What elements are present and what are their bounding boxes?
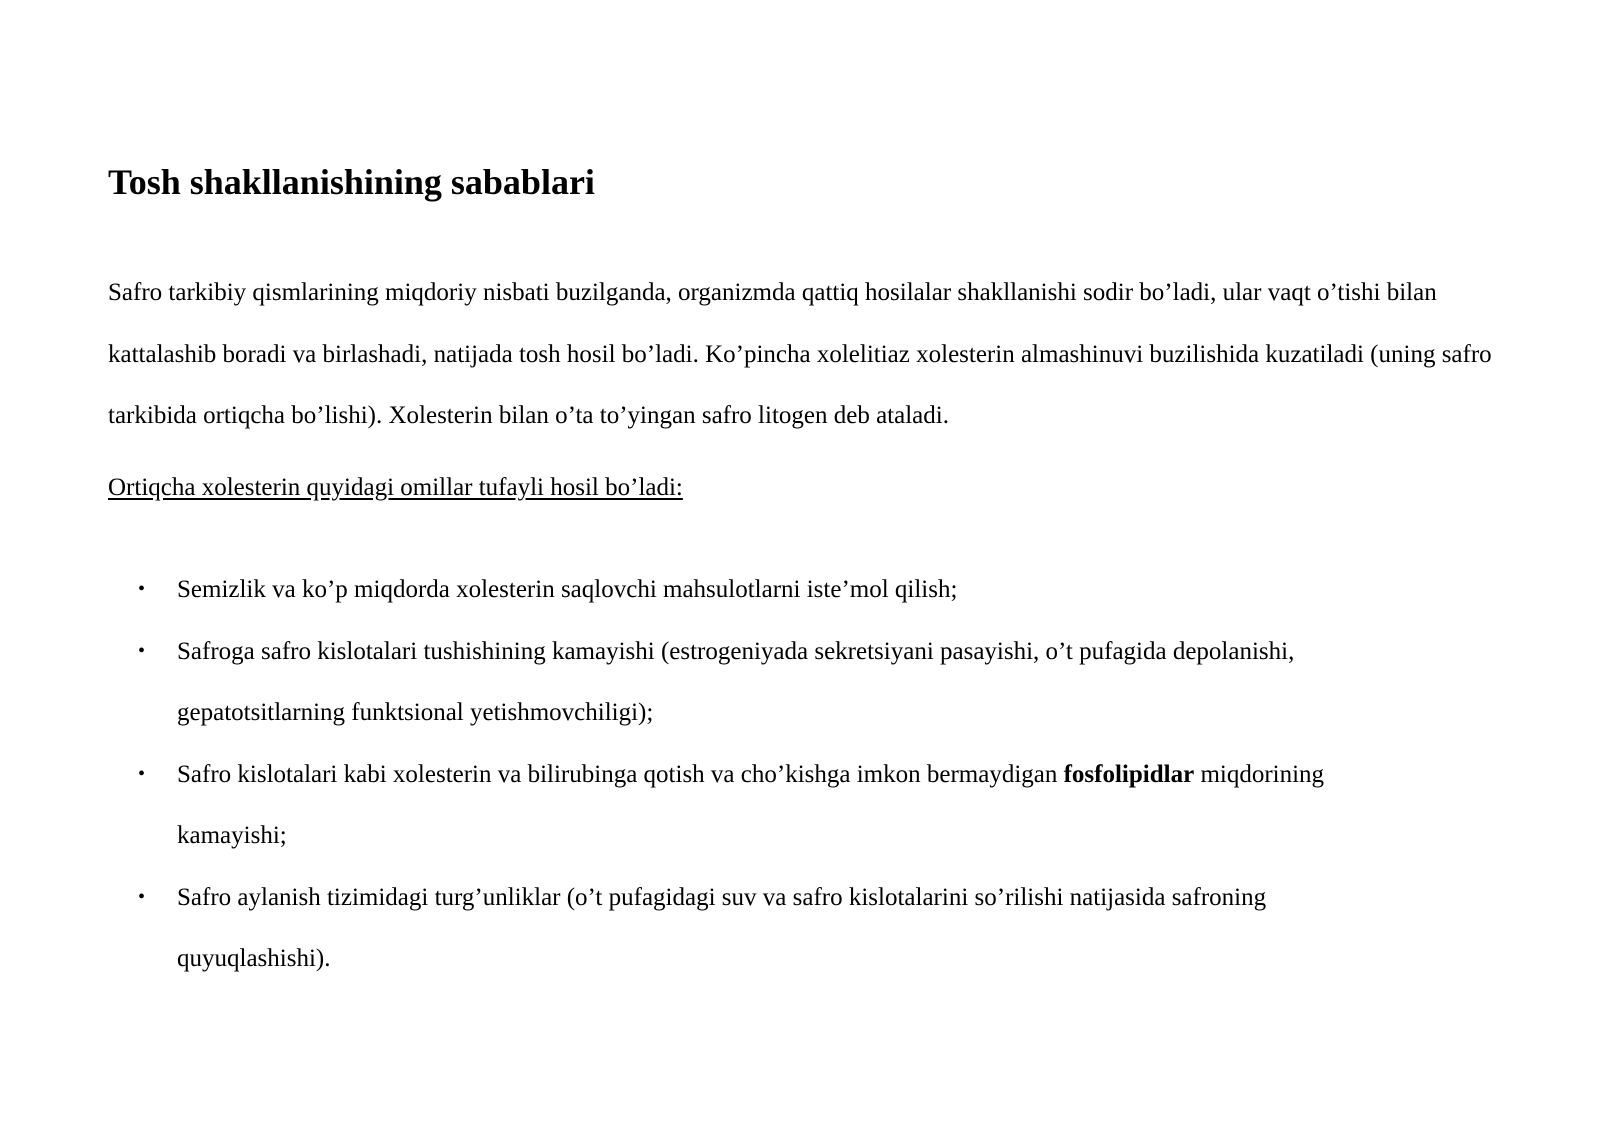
- causes-list: [0, 559, 1600, 990]
- bullet-icon: •: [138, 762, 146, 785]
- bullet-icon: •: [138, 885, 146, 908]
- list-item: [0, 559, 1392, 621]
- list-item-text: Safroga safro kislotalari tushishining kamayishi (estrogeniyada sekretsiyani pasayishi, o’t pufagida depolanishi, gepatotsitlarning funktsional yetishmovchiligi);: [177, 637, 1295, 726]
- list-item: [0, 867, 1392, 990]
- list-item-text-continued: miqdorining kamayishi;: [177, 760, 1325, 849]
- list-item: [0, 621, 1392, 744]
- intro-paragraph: Safro tarkibiy qismlarining miqdoriy nisbati buzilganda, organizmda qattiq hosilalar shakllanishi sodir bo’ladi, ular vaqt o’tishi bilan kattalashib boradi va birlashadi, natijada tosh hosil bo’ladi. Ko’pincha xolelitiaz xolesterin almashinuvi buzilishida kuzatiladi (uning safro tarkibida ortiqcha bo’lishi). Xolesterin bilan o’ta to’yingan safro litogen deb ataladi.: [108, 279, 1492, 429]
- bullet-icon: •: [138, 639, 146, 662]
- causes-subheading: Ortiqcha xolesterin quyidagi omillar tufayli hosil bo’ladi:: [108, 474, 683, 501]
- list-item-text: Safro kislotalari kabi xolesterin va bilirubinga qotish va cho’kishga imkon bermaydigan: [177, 760, 1064, 788]
- page-title: Tosh shakllanishining sabablari: [108, 162, 595, 202]
- list-item: [0, 744, 1392, 867]
- list-item-text: Safro aylanish tizimidagi turg’unliklar (o’t pufagidagi suv va safro kislotalarini so’rilishi natijasida safroning quyuqlashishi).: [177, 883, 1267, 972]
- bullet-icon: •: [138, 578, 146, 600]
- list-item-text: Semizlik va ko’p miqdorda xolesterin saqlovchi mahsulotlarni iste’mol qilish;: [177, 576, 958, 603]
- bold-term: fosfolipidlar: [1063, 760, 1195, 788]
